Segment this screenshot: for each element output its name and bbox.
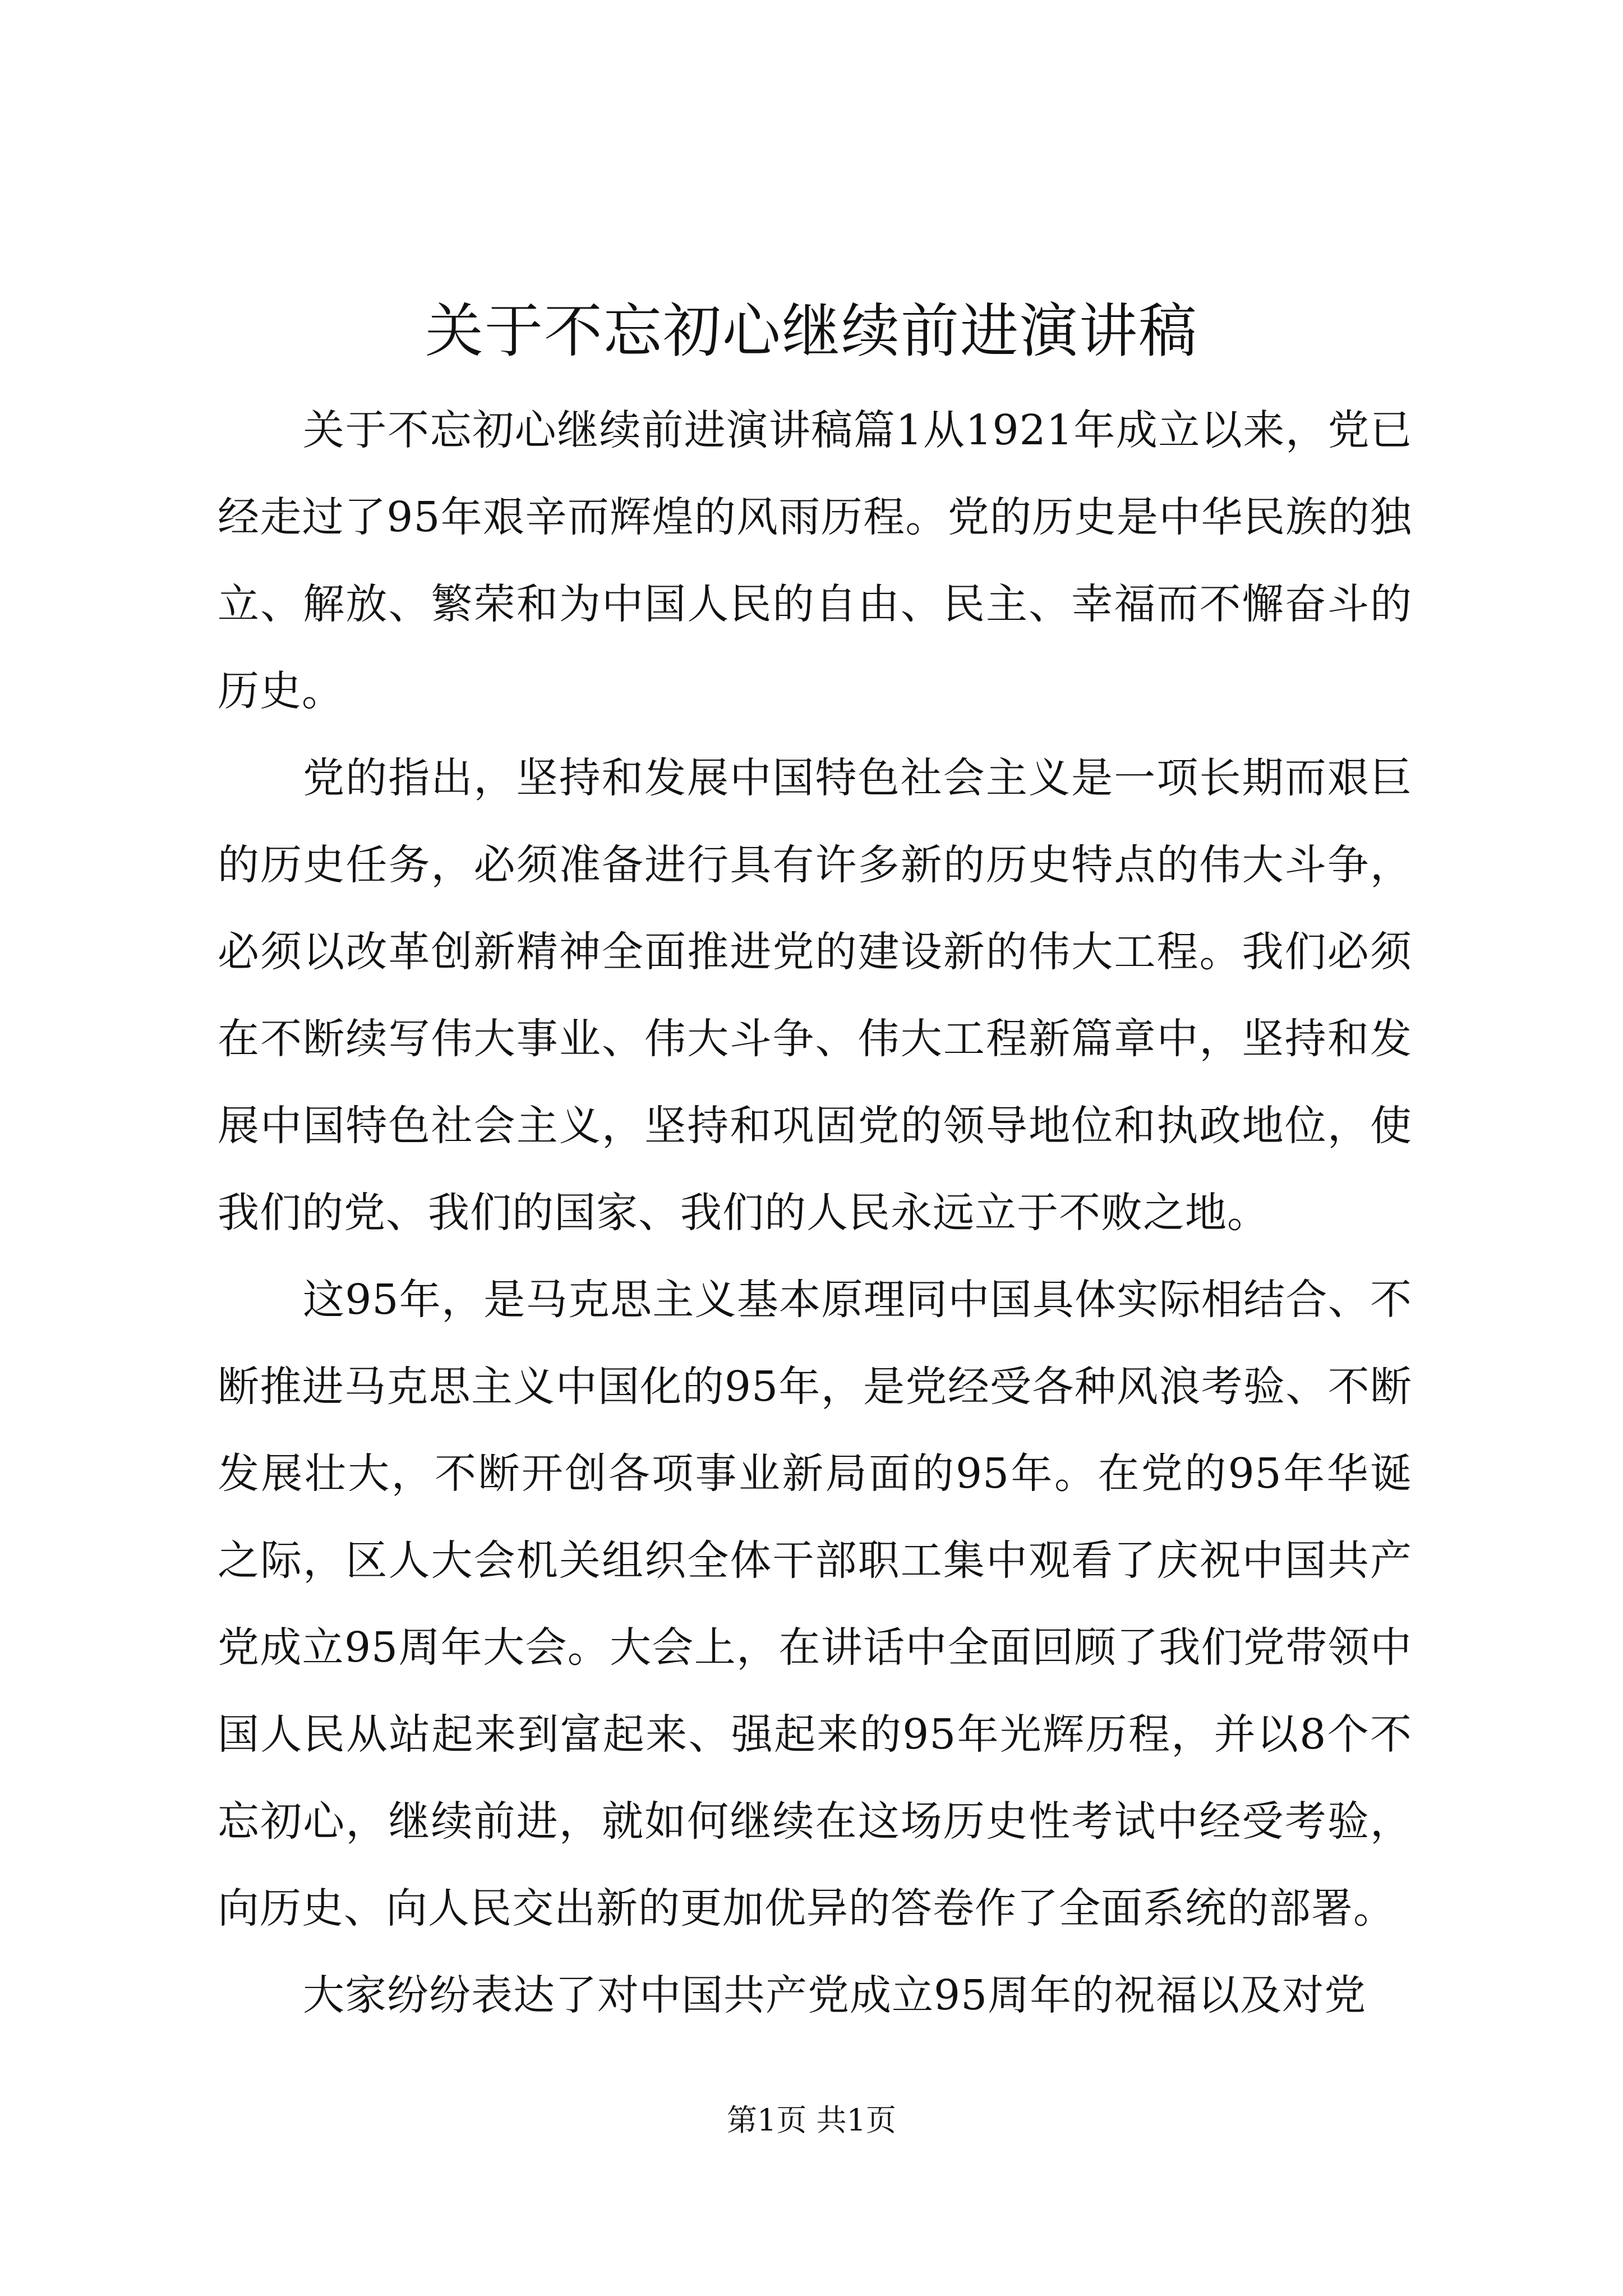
paragraph-4: 大家纷纷表达了对中国共产党成立95周年的祝福以及对党 xyxy=(303,1971,1367,2019)
paragraph-2: 党的指出，坚持和发展中国特色社会主义是一项长期而艰巨的历史任务，必须准备进行具有许多新的历史特点的伟大斗争，必须以改革创新精神全面推进党的建设新的伟大工程。我们必须在不断续写伟大事业、伟大斗争、伟大工程新篇章中，坚持和发展中国特色社会主义，坚持和巩固党的领导地位和执政地位，使我们的党、我们的国家、我们的人民永远立于不败之地。 xyxy=(218,754,1412,1237)
document-title: 关于不忘初心继续前进演讲稿 xyxy=(425,297,1198,365)
paragraph-3: 这95年，是马克思主义基本原理同中国具体实际相结合、不断推进马克思主义中国化的95年，是党经受各种风浪考验、不断发展壮大，不断开创各项事业新局面的95年。在党的95年华诞之际，区人大会机关组织全体干部职工集中观看了庆祝中国共产党成立95周年大会。大会上，在讲话中全面回顾了我们党带领中国人民从站起来到富起来、强起来的95年光辉历程，并以8个不忘初心，继续前进，就如何继续在这场历史性考试中经受考验，向历史、向人民交出新的更加优异的答卷作了全面系统的部署。 xyxy=(218,1276,1412,1932)
paragraph-1: 关于不忘初心继续前进演讲稿篇1从1921年成立以来，党已经走过了95年艰辛而辉煌的风雨历程。党的历史是中华民族的独立、解放、繁荣和为中国人民的自由、民主、幸福而不懈奋斗的历史。 xyxy=(218,406,1412,715)
page-number-footer: 第1页 共1页 xyxy=(727,2102,896,2138)
document-body xyxy=(218,387,1412,2039)
